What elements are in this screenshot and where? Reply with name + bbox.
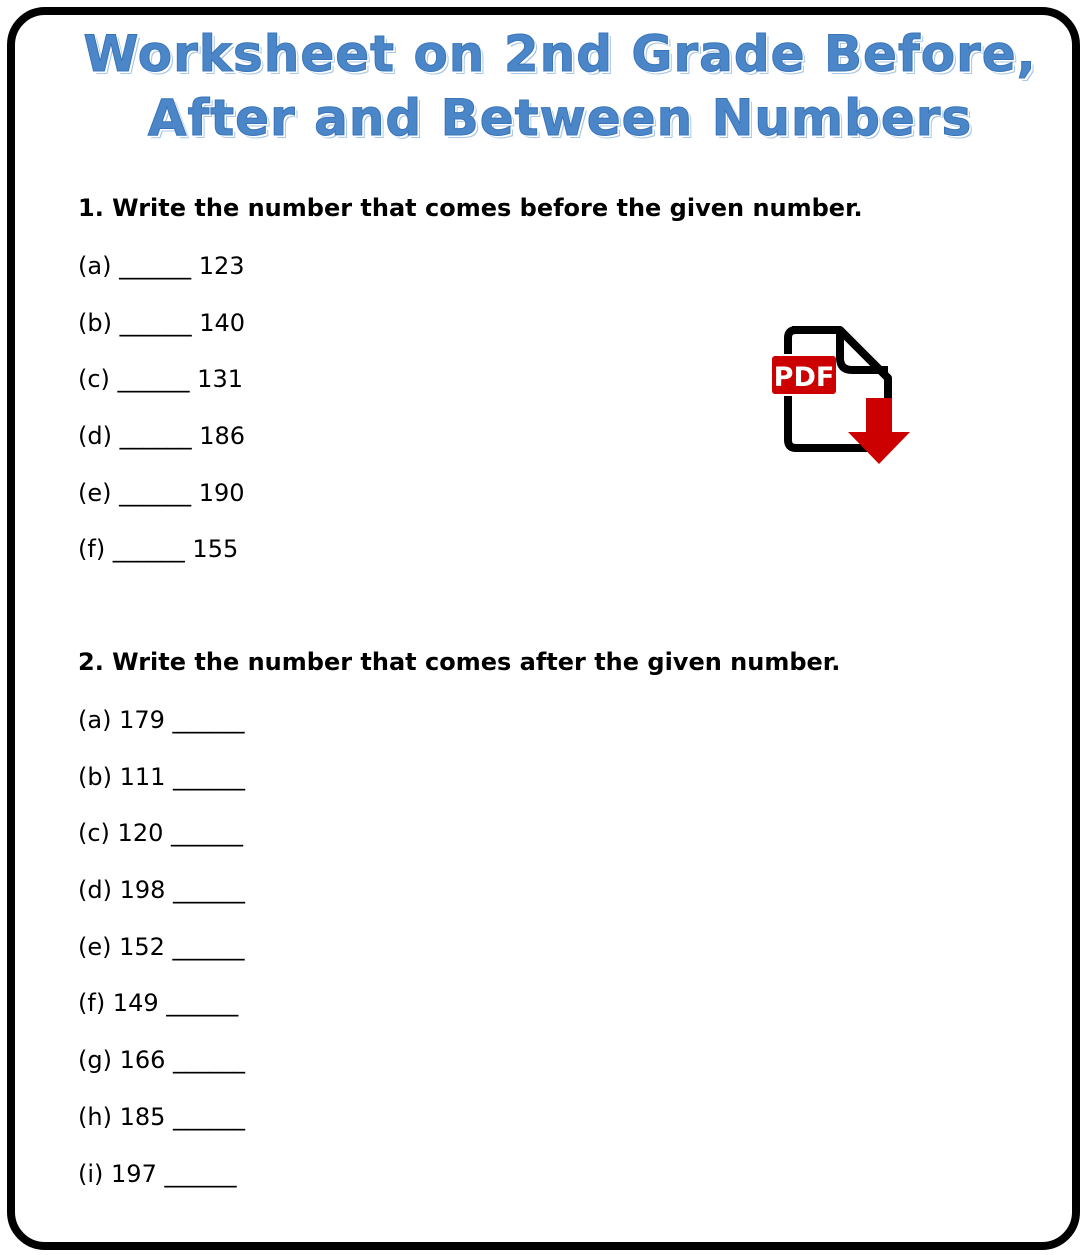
list-item: (g) 166 ______ [78,1046,246,1075]
list-item: (b) 111 ______ [78,762,246,791]
list-item: (f) 149 ______ [78,989,239,1018]
page-title [40,22,1080,150]
list-item: (e) ______ 190 [78,478,245,507]
question-2-heading: 2. Write the number that comes after the given number. [78,648,841,676]
list-item: (a) 179 ______ [78,706,245,734]
list-item: (b) ______ 140 [78,308,246,337]
list-item: (d) 198 ______ [78,876,246,905]
question-1-list [78,251,245,591]
pdf-label: PDF [773,362,835,393]
pdf-download-icon[interactable] [770,324,912,466]
title-line-1: Worksheet on 2nd Grade Before, [83,25,1037,83]
list-item: (c) ______ 131 [78,365,243,394]
list-item: (e) 152 ______ [78,932,245,961]
list-item: (c) 120 ______ [78,819,243,848]
list-item: (a) ______ 123 [78,252,245,280]
list-item: (h) 185 ______ [78,1102,246,1131]
list-item: (i) 197 ______ [78,1159,237,1188]
question-1-heading: 1. Write the number that comes before the given number. [78,194,863,222]
list-item: (f) ______ 155 [78,535,239,564]
question-2-list [78,705,245,1215]
title-line-2: After and Between Numbers [147,89,973,147]
list-item: (d) ______ 186 [78,422,246,451]
